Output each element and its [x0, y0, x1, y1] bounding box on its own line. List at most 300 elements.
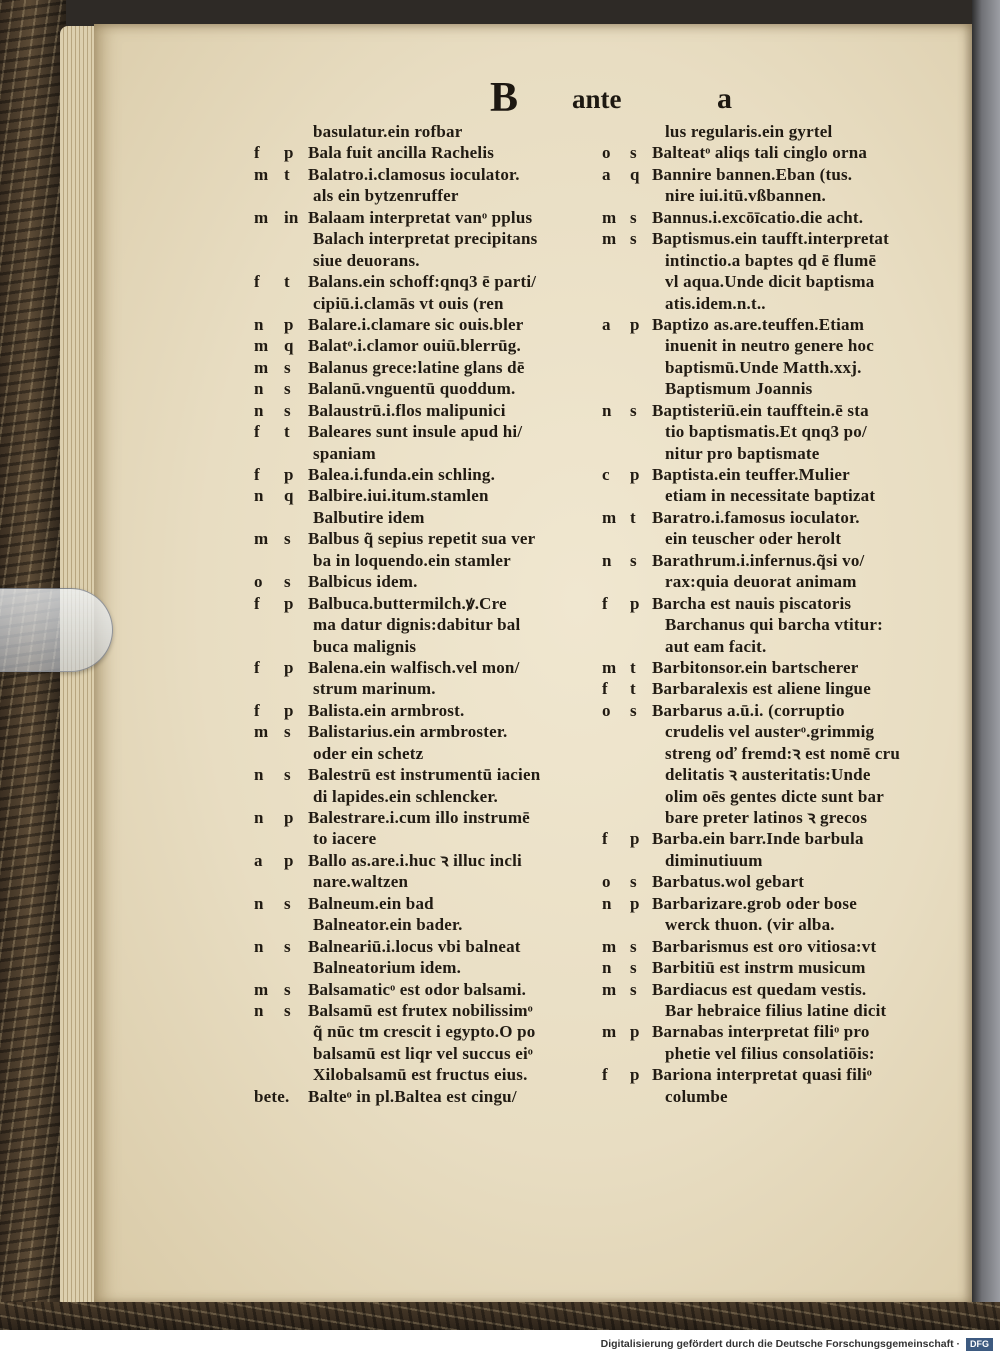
entry-text: delitatis ꝛ austeritatis:Unde — [665, 765, 871, 785]
entry-text: oder ein schetz — [313, 743, 424, 763]
gender-marker: f — [254, 272, 260, 292]
entry-text: phetie vel filius consolatiōis: — [665, 1043, 875, 1063]
gender-marker: o — [602, 700, 611, 720]
dictionary-line — [250, 1021, 590, 1042]
gender-marker: m — [254, 979, 269, 999]
dictionary-line — [598, 314, 958, 335]
class-marker — [284, 185, 308, 206]
entry-text: Barbarismus est oro vitiosa:vt — [652, 936, 877, 956]
class-marker: s — [284, 529, 291, 549]
dictionary-line — [598, 271, 958, 292]
dictionary-line — [598, 142, 958, 163]
gender-marker: f — [602, 679, 608, 699]
dictionary-line — [598, 893, 958, 914]
dictionary-line — [250, 293, 590, 314]
class-marker — [630, 250, 652, 271]
entry-text: Barcha est nauis piscatoris — [652, 593, 852, 613]
class-marker: t — [630, 657, 636, 677]
entry-text: ein teuscher oder herolt — [665, 529, 842, 549]
dictionary-line — [598, 1064, 958, 1085]
class-marker — [630, 1043, 652, 1064]
gender-marker — [250, 443, 284, 464]
dictionary-line — [598, 828, 958, 849]
class-marker: p — [630, 1022, 640, 1042]
class-marker — [630, 614, 652, 635]
class-marker — [630, 1000, 652, 1021]
class-marker — [284, 550, 308, 571]
class-marker — [630, 743, 652, 764]
class-marker: s — [284, 379, 291, 399]
dictionary-line — [250, 443, 590, 464]
entry-text: Balneatorium idem. — [313, 958, 462, 978]
entry-text: Balbicus idem. — [308, 572, 418, 592]
dictionary-line — [598, 936, 958, 957]
entry-text: diminutiuum — [665, 850, 763, 870]
entry-text: Ballo as.are.i.huc ꝛ illuc incli — [308, 850, 522, 870]
class-marker: s — [284, 722, 291, 742]
class-marker — [284, 121, 308, 142]
dictionary-line — [598, 700, 958, 721]
class-marker — [630, 485, 652, 506]
page-clip — [0, 588, 113, 672]
dictionary-line — [250, 764, 590, 785]
gender-marker: o — [254, 572, 263, 592]
entry-text: Baptista.ein teuffer.Mulier — [652, 465, 850, 484]
entry-text: Balneariū.i.locus vbi balneat — [308, 936, 521, 956]
gender-marker — [250, 871, 284, 892]
dictionary-line — [250, 636, 590, 657]
entry-text: Bannus.i.excōīcatio.die acht. — [652, 207, 864, 227]
class-marker — [630, 1086, 652, 1107]
entry-text: Baptismum Joannis — [665, 379, 813, 399]
dictionary-line — [250, 271, 590, 292]
entry-text: Balsamū est frutex nobilissimᵒ — [308, 1000, 533, 1020]
gender-marker: a — [602, 164, 611, 184]
gender-marker — [250, 828, 284, 849]
entry-text: Balach interpretat precipitans — [313, 229, 538, 249]
class-marker: s — [284, 979, 291, 999]
class-marker: s — [630, 958, 637, 978]
class-marker: q — [630, 164, 640, 184]
dictionary-line — [250, 421, 590, 442]
class-marker: s — [284, 400, 291, 420]
class-marker: p — [284, 808, 294, 827]
gender-marker — [250, 678, 284, 699]
class-marker — [284, 957, 308, 978]
running-head-word: ante — [572, 84, 622, 114]
gender-marker: m — [602, 1022, 617, 1042]
dictionary-line — [250, 678, 590, 699]
entry-text: balsamū est liqr vel succus eiᵒ — [313, 1043, 533, 1063]
class-marker — [630, 786, 652, 807]
gender-marker — [598, 571, 630, 592]
class-marker — [284, 1043, 308, 1064]
class-marker: p — [284, 314, 294, 334]
entry-text: ma datur dignis:dabitur bal — [313, 615, 521, 635]
dictionary-line — [250, 1064, 590, 1085]
gender-marker — [250, 786, 284, 807]
class-marker: s — [630, 400, 637, 420]
gender-marker: n — [254, 765, 264, 785]
entry-text: Baratro.i.famosus ioculator. — [652, 507, 860, 527]
dictionary-line — [598, 400, 958, 421]
gender-marker: n — [602, 400, 612, 420]
class-marker — [284, 786, 308, 807]
entry-text: Barbatus.wol gebart — [652, 872, 805, 892]
class-marker: p — [284, 850, 294, 870]
dictionary-line — [250, 378, 590, 399]
class-marker — [630, 293, 652, 314]
entry-text: Balneator.ein bader. — [313, 915, 463, 935]
dictionary-line — [598, 1021, 958, 1042]
dictionary-line — [250, 207, 590, 228]
dictionary-line — [598, 1043, 958, 1064]
dictionary-line — [250, 957, 590, 978]
entry-text: Balaustrū.i.flos malipunici — [308, 400, 506, 420]
entry-text: Barbaralexis est aliene lingue — [652, 679, 871, 699]
gender-marker: a — [254, 850, 263, 870]
running-head-letter: a — [717, 82, 732, 115]
gender-marker: f — [254, 700, 260, 720]
entry-text: Barchanus qui barcha vtitur: — [665, 615, 883, 635]
dictionary-line — [250, 464, 590, 485]
class-marker: q — [284, 336, 294, 356]
dictionary-line — [598, 786, 958, 807]
class-marker: s — [630, 143, 637, 163]
entry-text: Barba.ein barr.Inde barbula — [652, 829, 864, 849]
gender-marker — [598, 1086, 630, 1107]
entry-text: tio baptismatis.Et qnq3 po/ — [665, 422, 867, 442]
gender-marker — [598, 1043, 630, 1064]
gender-marker — [598, 786, 630, 807]
dictionary-line — [250, 936, 590, 957]
class-marker — [630, 636, 652, 657]
class-marker — [284, 743, 308, 764]
entry-text: to iacere — [313, 829, 377, 849]
dictionary-line — [250, 550, 590, 571]
entry-text: Balteatᵒ aliqs tali cinglo orna — [652, 143, 868, 163]
dictionary-line — [598, 657, 958, 678]
class-marker — [284, 678, 308, 699]
class-marker: t — [630, 679, 636, 699]
class-marker: s — [284, 357, 291, 377]
gender-marker: m — [602, 657, 617, 677]
dictionary-line — [598, 807, 958, 828]
dictionary-line — [598, 550, 958, 571]
dictionary-line — [598, 507, 958, 528]
gender-marker — [598, 721, 630, 742]
gender-marker: n — [254, 1000, 264, 1020]
class-marker — [630, 335, 652, 356]
gender-marker: c — [602, 465, 610, 484]
gender-marker: m — [254, 336, 269, 356]
entry-text: Balneum.ein bad — [308, 893, 434, 913]
dictionary-line — [598, 743, 958, 764]
class-marker: s — [630, 550, 637, 570]
class-marker: t — [284, 422, 290, 442]
funding-credit: Digitalisierung gefördert durch die Deutsche Forschungsgemeinschaft · — [600, 1338, 960, 1350]
gender-marker — [598, 378, 630, 399]
class-marker: s — [630, 979, 637, 999]
gender-marker — [598, 185, 630, 206]
entry-text: basulatur.ein rofbar — [313, 122, 463, 141]
dictionary-line — [598, 207, 958, 228]
gender-marker: m — [254, 722, 269, 742]
dictionary-line — [598, 121, 958, 142]
entry-text: cipiū.i.clamās vt ouis (ren — [313, 293, 504, 313]
class-marker: t — [284, 164, 290, 184]
dictionary-line — [250, 1043, 590, 1064]
entry-text: Barbitonsor.ein bartscherer — [652, 657, 859, 677]
entry-text: etiam in necessitate baptizat — [665, 486, 876, 506]
dictionary-line — [250, 743, 590, 764]
entry-text: nire iui.itū.vßbannen. — [665, 186, 826, 206]
entry-text: Balatᵒ.i.clamor ouiū.blerrūg. — [308, 336, 521, 356]
gender-marker — [598, 335, 630, 356]
gender-marker: o — [602, 872, 611, 892]
class-marker: p — [630, 314, 640, 334]
dictionary-line — [250, 700, 590, 721]
class-marker — [284, 250, 308, 271]
entry-text: di lapides.ein schlencker. — [313, 786, 498, 806]
gender-marker: n — [254, 808, 264, 827]
class-marker: p — [630, 593, 640, 613]
class-marker — [284, 443, 308, 464]
gender-marker — [598, 636, 630, 657]
gender-marker — [250, 121, 284, 142]
gender-marker: f — [254, 143, 260, 163]
entry-text: streng oď fremd:ꝛ est nomē cru — [665, 743, 901, 763]
class-marker — [630, 443, 652, 464]
dictionary-line — [598, 957, 958, 978]
gender-marker — [598, 764, 630, 785]
entry-text: buca malignis — [313, 636, 417, 656]
class-marker: s — [630, 700, 637, 720]
dictionary-line — [598, 443, 958, 464]
class-marker — [630, 850, 652, 871]
entry-text: ba in loquendo.ein stamler — [313, 550, 511, 570]
gender-marker: f — [254, 657, 260, 677]
class-marker — [630, 357, 652, 378]
gender-marker: n — [254, 893, 264, 913]
dictionary-line — [250, 721, 590, 742]
dictionary-line — [250, 142, 590, 163]
class-marker — [630, 378, 652, 399]
class-marker: s — [630, 936, 637, 956]
dictionary-line — [250, 314, 590, 335]
gender-marker: m — [254, 207, 269, 227]
class-marker: p — [284, 700, 294, 720]
gender-marker — [250, 185, 284, 206]
dictionary-line — [598, 636, 958, 657]
entry-text: lus regularis.ein gyrtel — [665, 122, 833, 141]
entry-text: spaniam — [313, 443, 376, 463]
entry-text: Baleares sunt insule apud hi/ — [308, 422, 523, 442]
class-marker — [630, 121, 652, 142]
class-marker — [284, 614, 308, 635]
gender-marker — [250, 507, 284, 528]
gender-marker: f — [602, 1065, 608, 1085]
dictionary-line — [250, 121, 590, 142]
gender-marker — [598, 121, 630, 142]
gender-marker — [250, 228, 284, 249]
entry-text: werck thuon. (vir alba. — [665, 915, 835, 935]
dictionary-line — [598, 293, 958, 314]
entry-text: Balestrū est instrumentū iacien — [308, 765, 541, 785]
gender-marker — [598, 443, 630, 464]
gender-marker — [250, 1064, 284, 1085]
gender-marker: f — [602, 829, 608, 849]
left-column — [250, 121, 590, 1107]
dictionary-line — [250, 850, 590, 871]
gender-marker: m — [602, 229, 617, 249]
right-shadow — [972, 0, 1000, 1330]
dictionary-line — [598, 185, 958, 206]
class-marker: p — [284, 593, 294, 613]
dictionary-line — [598, 228, 958, 249]
dictionary-line — [598, 678, 958, 699]
class-marker: s — [284, 893, 291, 913]
dictionary-line — [250, 614, 590, 635]
dictionary-line — [598, 914, 958, 935]
dictionary-line — [250, 485, 590, 506]
entry-text: Balbus q̃ sepius repetit sua ver — [308, 529, 536, 549]
entry-text: olim oēs gentes dicte sunt bar — [665, 786, 884, 806]
gender-marker — [250, 550, 284, 571]
gender-marker: n — [602, 893, 612, 913]
dictionary-line — [250, 507, 590, 528]
class-marker: p — [630, 893, 640, 913]
entry-text: Bala fuit ancilla Rachelis — [308, 143, 495, 163]
dictionary-line — [598, 464, 958, 485]
dictionary-line — [250, 185, 590, 206]
class-marker — [284, 828, 308, 849]
class-marker: s — [284, 936, 291, 956]
entry-text: Barbitiū est instrm musicum — [652, 958, 866, 978]
gender-marker — [250, 636, 284, 657]
gender-marker — [598, 485, 630, 506]
gender-marker: n — [254, 400, 264, 420]
entry-text: Balistarius.ein armbroster. — [308, 722, 508, 742]
class-marker: q — [284, 486, 294, 506]
entry-text: atis.idem.n.t.. — [665, 293, 766, 313]
entry-text: nare.waltzen — [313, 872, 409, 892]
class-marker: s — [630, 872, 637, 892]
gender-marker: n — [254, 486, 264, 506]
gender-marker: f — [254, 465, 260, 484]
dictionary-line — [250, 979, 590, 1000]
class-marker — [284, 1064, 308, 1085]
entry-text: baptismū.Unde Matth.xxj. — [665, 357, 862, 377]
book-cover-bottom — [0, 1302, 1000, 1330]
class-marker — [630, 271, 652, 292]
dictionary-line — [598, 593, 958, 614]
dictionary-line — [250, 807, 590, 828]
class-marker — [630, 721, 652, 742]
dictionary-line — [250, 571, 590, 592]
class-marker — [284, 1086, 308, 1107]
dictionary-line — [250, 871, 590, 892]
gender-marker: m — [602, 936, 617, 956]
gender-marker: n — [602, 958, 612, 978]
entry-text: Bar hebraice filius latine dicit — [665, 1000, 887, 1020]
gender-marker — [598, 807, 630, 828]
entry-text: Bannire bannen.Eban (tus. — [652, 164, 853, 184]
class-marker: s — [284, 1000, 291, 1020]
entry-text: Balena.ein walfisch.vel mon/ — [308, 657, 520, 677]
dictionary-line — [250, 786, 590, 807]
class-marker — [284, 636, 308, 657]
gender-marker: n — [254, 936, 264, 956]
dictionary-line — [598, 614, 958, 635]
entry-text: inuenit in neutro genere hoc — [665, 336, 874, 356]
entry-text: Baptizo as.are.teuffen.Etiam — [652, 314, 865, 334]
class-marker: s — [284, 765, 291, 785]
class-marker — [284, 293, 308, 314]
entry-text: Barnabas interpretat filiᵒ pro — [652, 1022, 870, 1042]
gender-marker: m — [254, 357, 269, 377]
gender-marker: bete. — [254, 1086, 290, 1106]
dictionary-line — [598, 979, 958, 1000]
gender-marker — [598, 743, 630, 764]
class-marker — [284, 507, 308, 528]
gender-marker — [598, 293, 630, 314]
dictionary-line — [598, 571, 958, 592]
entry-text: Balanū.vnguentū quoddum. — [308, 379, 516, 399]
dictionary-line — [250, 400, 590, 421]
gender-marker — [598, 850, 630, 871]
gender-marker: n — [254, 314, 264, 334]
dictionary-line — [598, 528, 958, 549]
class-marker — [284, 914, 308, 935]
entry-text: bare preter latinos ꝛ grecos — [665, 808, 868, 827]
entry-text: strum marinum. — [313, 679, 436, 699]
class-marker: p — [630, 465, 640, 484]
entry-text: aut eam facit. — [665, 636, 767, 656]
entry-text: Balbire.iui.itum.stamlen — [308, 486, 489, 506]
class-marker — [284, 228, 308, 249]
entry-text: Baptisteriū.ein taufftein.ē sta — [652, 400, 869, 420]
class-marker — [630, 185, 652, 206]
gender-marker: m — [602, 979, 617, 999]
class-marker: p — [630, 829, 640, 849]
dictionary-line — [250, 357, 590, 378]
gender-marker — [250, 743, 284, 764]
running-head-initial: B — [490, 75, 519, 121]
entry-text: Barbarus a.ū.i. (corruptio — [652, 700, 845, 720]
dictionary-line — [598, 764, 958, 785]
gender-marker — [250, 1021, 284, 1042]
dictionary-line — [598, 1086, 958, 1107]
gender-marker: m — [254, 529, 269, 549]
dictionary-line — [250, 528, 590, 549]
class-marker: s — [630, 229, 637, 249]
dfg-logo: DFG — [966, 1338, 993, 1351]
class-marker: t — [284, 272, 290, 292]
dictionary-line — [250, 1086, 590, 1107]
dictionary-line — [250, 828, 590, 849]
class-marker: t — [630, 507, 636, 527]
digitization-footer — [0, 1330, 1000, 1358]
gender-marker — [598, 271, 630, 292]
entry-text: Balsamaticᵒ est odor balsami. — [308, 979, 527, 999]
class-marker — [284, 871, 308, 892]
entry-text: Balista.ein armbrost. — [308, 700, 465, 720]
entry-text: Barbarizare.grob oder bose — [652, 893, 857, 913]
gender-marker — [598, 528, 630, 549]
dictionary-line — [250, 893, 590, 914]
dictionary-line — [598, 485, 958, 506]
